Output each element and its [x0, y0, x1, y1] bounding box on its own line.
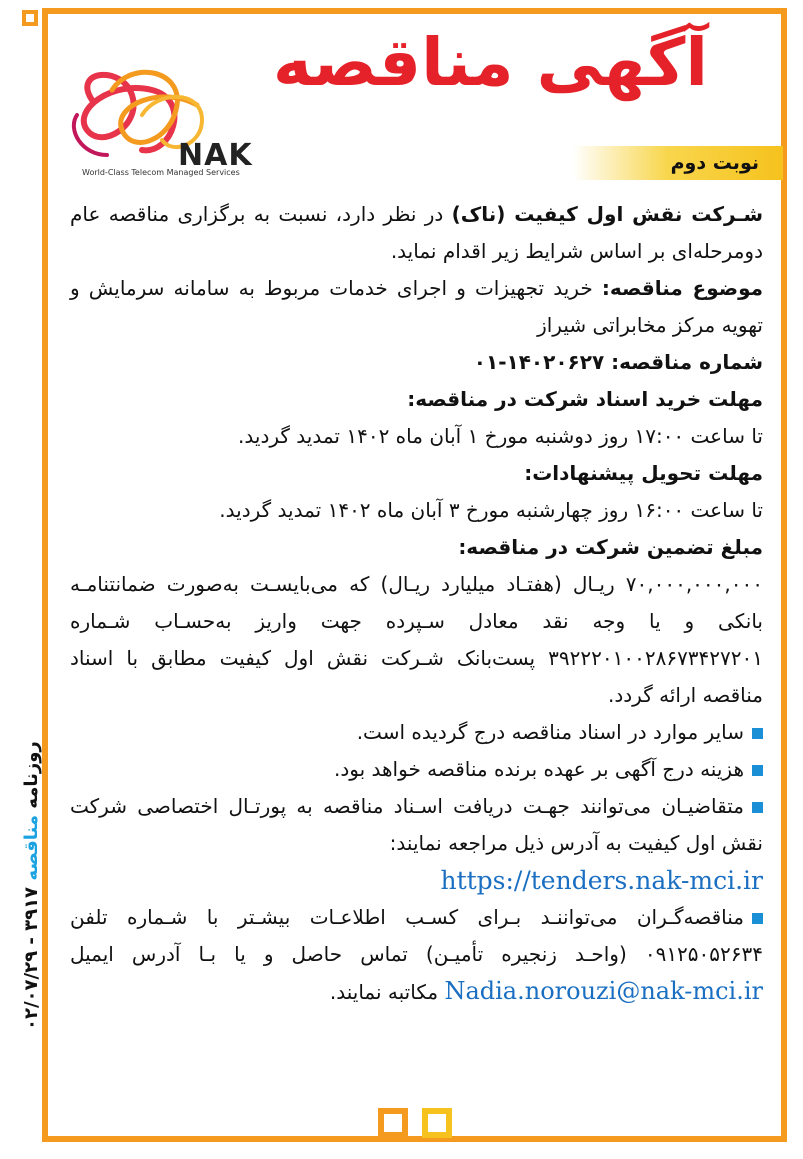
bullet-item: [70, 714, 763, 751]
side-label-brand: مناقصه: [21, 814, 42, 881]
side-label-suffix: ۳۹۱۷ - ۰۲/۰۷/۲۹: [21, 880, 42, 1030]
purchase-deadline-text: تا ساعت ۱۷:۰۰ روز دوشنبه مورخ ۱ آبان ماه ۱۴۰۲ تمدید گردید.: [238, 424, 763, 448]
logo-tagline: World-Class Telecom Managed Services: [82, 168, 240, 177]
purchase-deadline-label: [70, 381, 763, 418]
footer-square-right: [422, 1108, 452, 1138]
bullet-item: [70, 788, 763, 862]
bullet-item: [70, 751, 763, 788]
subject-label: موضوع مناقصه:: [601, 276, 763, 300]
side-label-prefix: روزنامه: [21, 741, 42, 815]
tenders-link[interactable]: https://tenders.nak-mci.ir: [440, 866, 763, 895]
corner-square: [22, 10, 38, 26]
bullet-text: مناقصه‌گـران می‌تواننـد بـرای کسـب اطلاعـات بیشـتر با شـماره تلفن ۰۹۱۲۵۰۵۲۶۳۴ (واحـد زنجیره تأمیـن) تماس حاصل و یا بـا آدرس ایمیل: [70, 905, 763, 966]
intro-company: شـرکت نقش اول کیفیت (ناک): [451, 202, 763, 226]
footer-decoration: [378, 1108, 458, 1144]
guarantee-text: ۷۰,۰۰۰,۰۰۰,۰۰۰ ریـال (هفتـاد میلیارد ریـال) که می‌بایسـت به‌صورت ضمانتنامـه بانکی و یا وجه نقد معادل سـپرده جهت واریز به‌حسـاب شـماره ۳۹۲۲۲۰۱۰۰۲۸۶۷۳۴۲۷۲۰۱ پست‌بانک شـرکت نقش اول کیفیت مطابق با اسناد مناقصه ارائه گردد.: [70, 572, 763, 707]
number-paragraph: [70, 344, 763, 381]
email-link[interactable]: Nadia.norouzi@nak-mci.ir: [444, 977, 763, 1005]
guarantee-heading: مبلغ تضمین شرکت در مناقصه:: [458, 535, 763, 559]
bullet-square-icon: [752, 913, 763, 924]
notice-headline: آگهی مناقصه: [272, 24, 708, 101]
number-label: شماره مناقصه:: [604, 350, 763, 374]
bullet-square-icon: [752, 728, 763, 739]
bullet-text-end: مکاتبه نمایند.: [329, 980, 445, 1004]
subject-text: خرید تجهیزات و اجرای خدمات مربوط به سامانه سرمایش و تهویه مرکز مخابراتی شیراز: [70, 276, 763, 337]
submission-deadline-text: تا ساعت ۱۶:۰۰ روز چهارشنبه مورخ ۳ آبان ماه ۱۴۰۲ تمدید گردید.: [219, 498, 763, 522]
guarantee-label: [70, 529, 763, 566]
bullet-text: هزینه درج آگهی بر عهده برنده مناقصه خواهد بود.: [333, 757, 744, 781]
bullet-text: متقاضیـان می‌توانند جهـت دریافت اسـناد مناقصه به پورتـال اختصاصی شرکت نقش اول کیفیت به آدرس ذیل مراجعه نمایند:: [70, 794, 763, 855]
newspaper-side-label: [3, 700, 42, 1030]
bullet-square-icon: [752, 765, 763, 776]
bullet-text: سایر موارد در اسناد مناقصه درج گردیده است.: [356, 720, 744, 744]
number-value: ۱۴۰۲۰۶۲۷-۰۱: [473, 350, 605, 374]
notice-body: [70, 196, 763, 1011]
logo-brand-text: NAK: [178, 138, 253, 173]
footer-square-left: [378, 1108, 408, 1138]
round-badge-label: نوبت دوم: [670, 152, 759, 174]
round-badge: [573, 146, 783, 180]
subject-paragraph: [70, 270, 763, 344]
submission-deadline-label: [70, 455, 763, 492]
bullet-item: [70, 899, 763, 1011]
intro-text: در نظر دارد، نسبت به برگزاری مناقصه عام دومرحله‌ای بر اساس شرایط زیر اقدام نماید.: [70, 202, 763, 263]
submission-deadline-heading: مهلت تحویل پیشنهادات:: [524, 461, 763, 485]
side-label-text: [21, 700, 42, 1030]
intro-paragraph: [70, 196, 763, 270]
bullet-square-icon: [752, 802, 763, 813]
purchase-deadline-heading: مهلت خرید اسناد شرکت در مناقصه:: [407, 387, 763, 411]
